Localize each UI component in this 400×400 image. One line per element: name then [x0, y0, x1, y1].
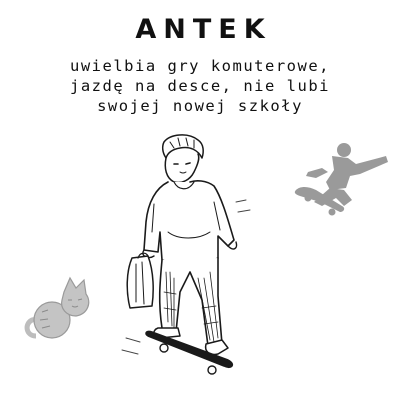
- description-line: jazdę na desce, nie lubi: [70, 77, 330, 95]
- description-line: swojej nowej szkoły: [97, 97, 303, 115]
- skater-silhouette-icon: [286, 140, 390, 222]
- character-description: [0, 56, 400, 116]
- description-line: uwielbia gry komuterowe,: [70, 57, 330, 75]
- cat-icon: [22, 274, 96, 344]
- antek-skater-illustration: [118, 132, 258, 384]
- character-name: ANTEK: [135, 14, 272, 45]
